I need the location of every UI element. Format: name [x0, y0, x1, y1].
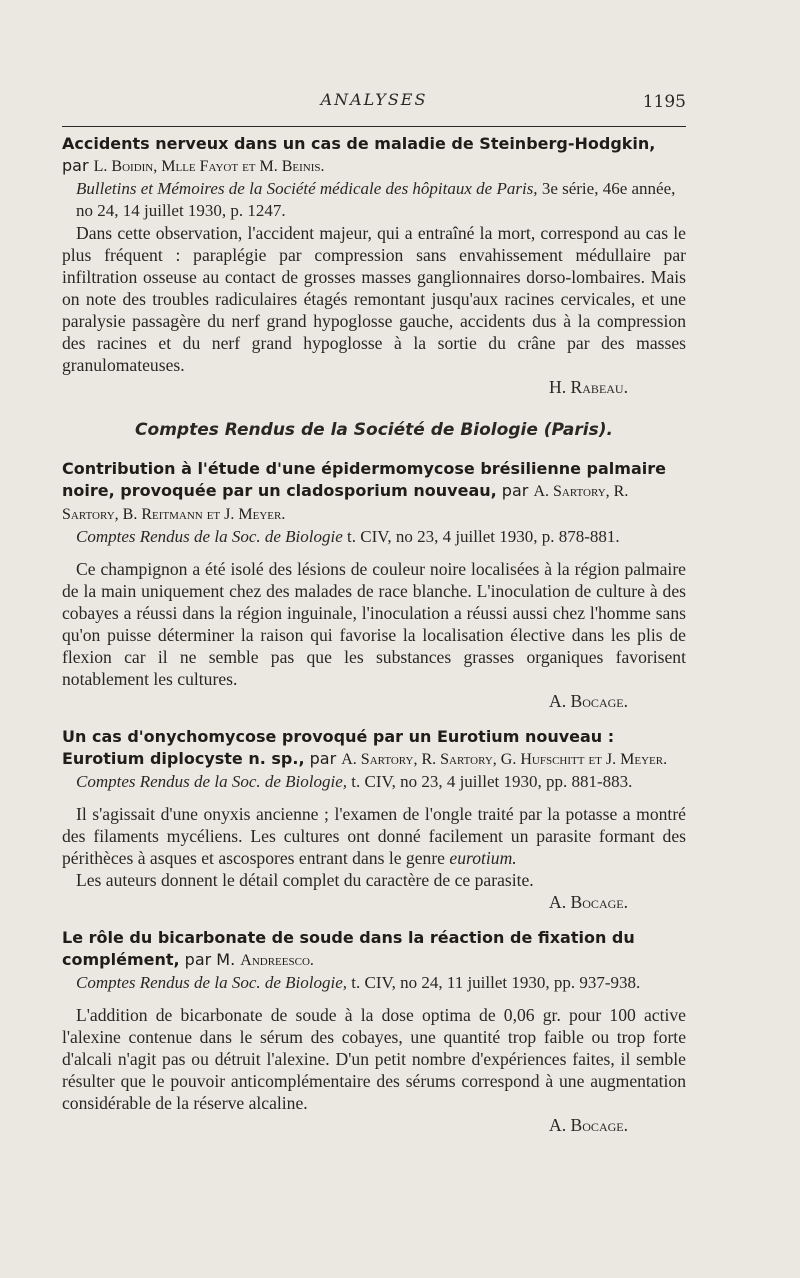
article-body-2: Les auteurs donnent le détail complet du caractère de ce parasite. [76, 870, 534, 890]
article-andreesco [62, 927, 686, 1136]
journal-name: Bulletins et Mémoires de la Société médicale des hôpitaux de Paris, [76, 179, 538, 198]
article-body: Ce champignon a été isolé des lésions de couleur noire localisées à la région palmaire de la main uniquement chez des malades de race blanche. L'inoculation de culture à des cobayes a réussi dans la région inguinale, l'inoculation a réussi aussi chez l'homme sans qu'on puisse déterminer la raison qui favorise la localisation élective dans les plis de flexion car il ne semble pas que les substances grasses organiques favorisent notablement les cultures. [62, 559, 686, 689]
article-citation [62, 178, 686, 222]
article-title [62, 458, 686, 526]
article-citation [62, 972, 686, 994]
citation-ref: 3e série, 46e année, no 24, 14 juillet 1930, p. 1247. [76, 179, 676, 220]
article-citation [62, 771, 686, 793]
article-authors: A. Sartory, R. Sartory, G. Hufschitt et J. Meyer. [341, 751, 668, 768]
article-body: Dans cette observation, l'accident majeur, qui a entraîné la mort, correspond au cas le plus fréquent : paraplégie par compression sans envahissement médullaire par infiltration osseuse au contact de grosses masses ganglionnaires dorso-lombaires. Mais on note des troubles radiculaires étagés remontant jusqu'aux racines cervicales, et une paralysie passagère du nerf grand hypoglosse gauche, accidents dus à la compression des racines et du nerf grand hypoglosse à la sortie du crâne par des masses granulomateuses. [62, 223, 686, 375]
page-number: 1195 [642, 92, 686, 112]
article-sartory-cladosporium [62, 458, 686, 712]
journal-name: Comptes Rendus de la Soc. de Biologie, [76, 772, 348, 791]
article-authors: L. Boidin, Mlle Fayot et M. Beinis. [93, 158, 325, 175]
article-signature: A. Bocage. [549, 691, 628, 711]
article-by: par [309, 749, 337, 768]
article-authors: Andreesco. [240, 952, 314, 969]
article-by: par [501, 481, 529, 500]
article-body [62, 803, 686, 869]
section-heading: Comptes Rendus de la Société de Biologie (Paris). [135, 420, 613, 440]
body-genus: eurotium. [449, 848, 517, 868]
page-content [62, 133, 686, 1136]
article-title-text: Le rôle du bicarbonate de soude dans la réaction de fixation du complément, [62, 928, 635, 969]
spacer [62, 994, 686, 1004]
header-rule [62, 126, 686, 127]
article-authors: A. Sartory, R. Sartory, B. Reitmann et J. Meyer. [62, 483, 629, 523]
article-title-text: Accidents nerveux dans un cas de maladie de Steinberg-Hodgkin, [62, 134, 656, 153]
article-title [62, 726, 686, 771]
spacer [62, 913, 686, 927]
article-signature: A. Bocage. [549, 1115, 628, 1135]
citation-ref: t. CIV, no 23, 4 juillet 1930, pp. 881-883. [351, 772, 633, 791]
article-citation [62, 526, 686, 548]
article-sartory-eurotium [62, 726, 686, 913]
citation-ref: t. CIV, no 23, 4 juillet 1930, p. 878-881. [347, 527, 620, 546]
body-text: Il s'agissait d'une onyxis ancienne ; l'examen de l'ongle traité par la potasse a montré des filaments mycéliens. Les cultures ont donné facilement un parasite formant des périthèces à asques et ascospores entrant dans le genre [62, 804, 686, 868]
spacer [62, 793, 686, 803]
article-by: par [62, 156, 89, 175]
article-title-text: Un cas d'onychomycose provoqué par un Eurotium nouveau : Eurotium diplocyste n. sp., [62, 727, 615, 768]
article-title-text: Contribution à l'étude d'une épidermomycose brésilienne palmaire noire, provoquée par un cladosporium nouveau, [62, 459, 666, 500]
article-boidin [62, 133, 686, 398]
article-title [62, 927, 686, 972]
article-body: L'addition de bicarbonate de soude à la dose optima de 0,06 gr. pour 100 active l'alexine contenue dans le sérum des cobayes, une quantité trop faible ou trop forte d'alcali n'agit pas ou détruit l'alexine. D'un petit nombre d'expériences faites, il semble résulter que le pouvoir anticomplémentaire des sérums correspond à une augmentation considérable de la réserve alcaline. [62, 1005, 686, 1113]
spacer [62, 548, 686, 558]
citation-ref: t. CIV, no 24, 11 juillet 1930, pp. 937-938. [351, 973, 641, 992]
article-signature: H. Rabeau. [549, 377, 628, 397]
article-signature: A. Bocage. [549, 892, 628, 912]
spacer [62, 712, 686, 726]
page-header [62, 90, 686, 114]
article-by: par M. [184, 950, 236, 969]
article-title [62, 133, 686, 178]
running-title: ANALYSES [320, 90, 428, 109]
journal-name: Comptes Rendus de la Soc. de Biologie [76, 527, 343, 546]
journal-name: Comptes Rendus de la Soc. de Biologie, [76, 973, 348, 992]
